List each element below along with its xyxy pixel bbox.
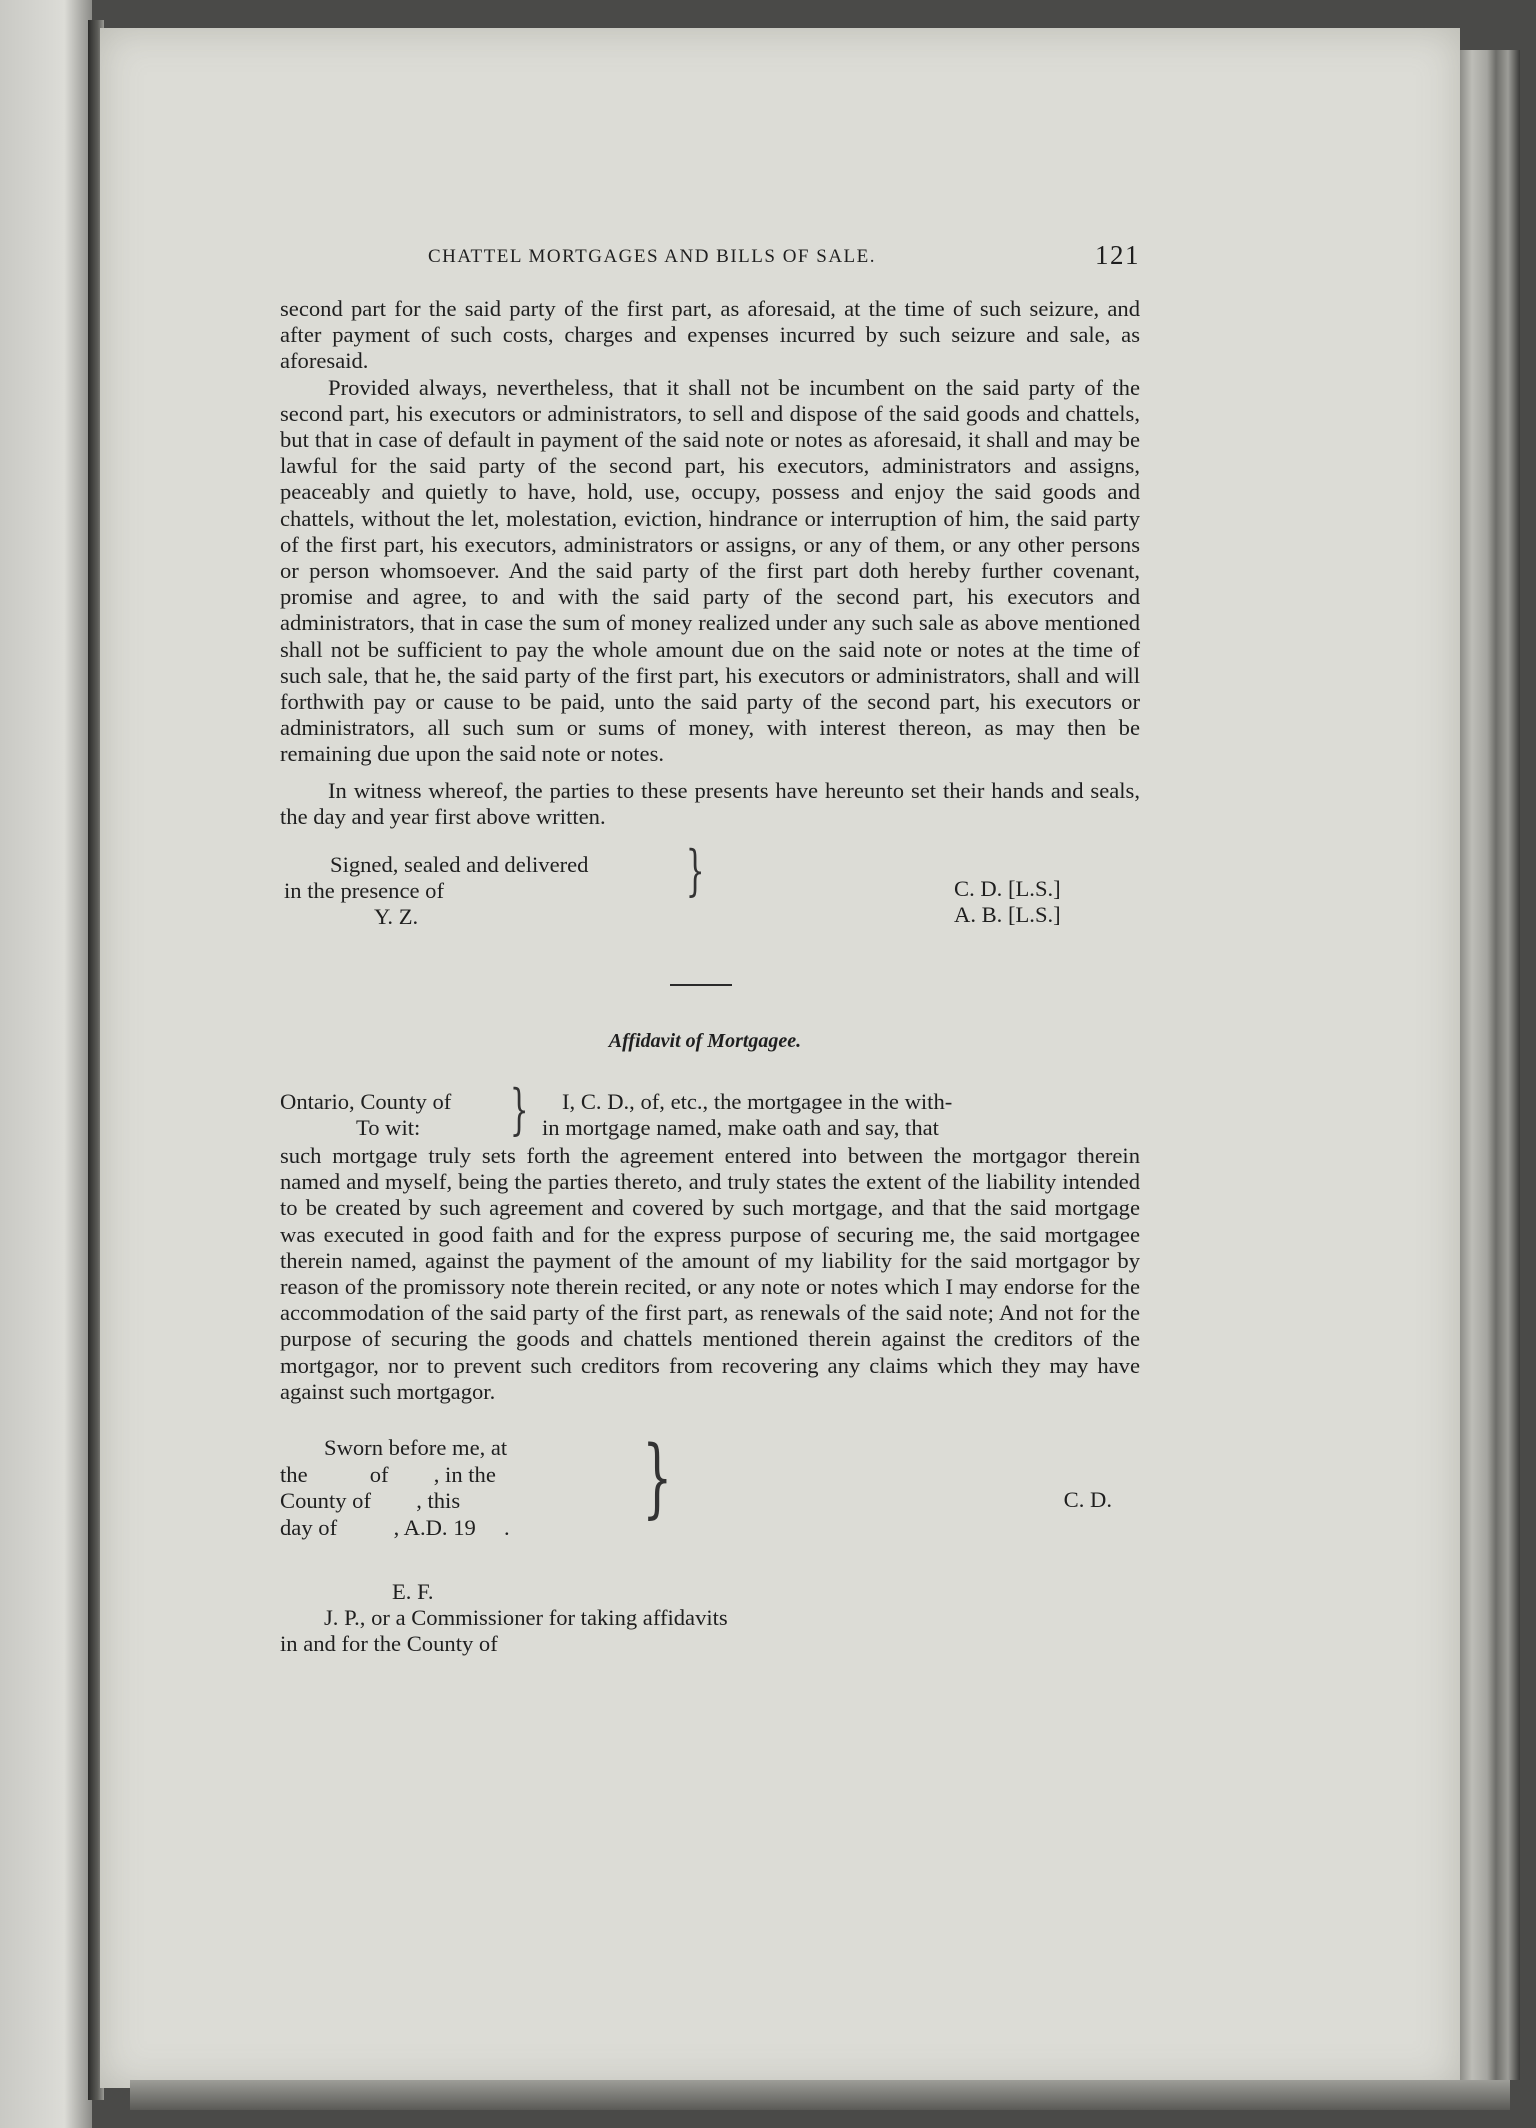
signatory-ab: A. B. [L.S.] <box>954 902 1061 928</box>
paragraph-proviso: Provided always, nevertheless, that it shall not be incumbent on the said party of the second part, his executors or administrators, to sell and dispose of the said goods and chattels, but that in case of default in payment of the said note or notes as aforesaid, it shall and may be lawful for the said party of the second part, his executors, administrators and assigns, peaceably and quietly to have, hold, use, occupy, possess and enjoy the said goods and chattels, without the let, molestation, eviction, hindrance or interruption of him, the said party of the first part, his executors, administrators or assigns, or any of them, or any other persons or person whomsoever. And the said party of the first part doth hereby further covenant, promise and agree, to and with the said party of the second part, his executors and administrators, that in case the sum of money realized under any such sale as above mentioned shall not be sufficient to pay the whole amount due on the said note or notes at the time of such sale, that he, the said party of the first part, his executors or administrators, shall and will forthwith pay or cause to be paid, unto the said party of the second part, his executors or administrators, all such sum or sums of money, with interest thereon, as may then be remaining due upon the said note or notes. <box>280 374 1140 767</box>
affidavit-opening-line-2: in mortgage named, make oath and say, that <box>542 1115 939 1141</box>
signatory-cd: C. D. [L.S.] <box>954 876 1061 902</box>
affidavit-venue <box>280 1078 1140 1143</box>
signatories <box>954 876 1104 928</box>
page-bottom-edge <box>130 2080 1510 2110</box>
jurat-line-4: day of , A.D. 19 . <box>280 1514 510 1540</box>
left-page-edge <box>0 0 92 2128</box>
commissioner-name: E. F. <box>392 1579 434 1605</box>
venue-label <box>280 1089 530 1141</box>
affidavit-opening-line-1: I, C. D., of, etc., the mortgagee in the with- <box>562 1089 953 1115</box>
commissioner-line-1: J. P., or a Commissioner for taking affidavits <box>324 1605 728 1631</box>
venue-line-1: Ontario, County of <box>280 1089 452 1115</box>
running-head <box>280 240 1140 280</box>
page-number: 121 <box>1095 240 1140 270</box>
paragraph-continuation: second part for the said party of the first part, as aforesaid, at the time of such seizure, and after payment of such costs, charges and expenses incurred by such seizure and sale, as aforesaid. <box>280 296 1140 374</box>
affidavit-body: such mortgage truly sets forth the agreement entered into between the mortgagor therein named and myself, being the parties thereto, and truly states the extent of the liability intended to be created by such agreement and covered by such mortgage, and that the said mortgage was executed in good faith and for the express purpose of securing me, the said mortgagee therein named, against the payment of the amount of my liability for the said mortgagor by reason of the promissory note therein recited, or any note or notes which I may endorse for the accommodation of the said party of the first part, as renewals of the said note; And not for the purpose of securing the goods and chattels mentioned therein against the creditors of the mortgagor, nor to prevent such creditors from recovering any claims which they may have against such mortgagor. <box>280 1143 1140 1404</box>
right-brace-icon: } <box>685 839 705 903</box>
witness-name: Y. Z. <box>374 904 419 930</box>
right-brace-icon: } <box>509 1078 529 1142</box>
commissioner-title <box>280 1605 1140 1657</box>
attestation-line-2: in the presence of <box>284 878 444 904</box>
page-stack-edge <box>1460 50 1520 2080</box>
jurat-text <box>280 1435 640 1541</box>
jurat-line-3: County of , this <box>280 1488 461 1514</box>
jurat-line-2: the of , in the <box>280 1461 496 1487</box>
page-content <box>280 240 1140 1657</box>
attestation-line-1: Signed, sealed and delivered <box>330 852 589 878</box>
venue-line-2: To wit: <box>356 1115 421 1141</box>
running-title: CHATTEL MORTGAGES AND BILLS OF SALE. <box>428 246 876 267</box>
attestation-clause <box>284 852 704 930</box>
jurat-line-1: Sworn before me, at <box>324 1435 508 1461</box>
signature-block <box>280 839 1140 954</box>
commissioner-line-2: in and for the County of <box>280 1631 498 1657</box>
right-brace-icon: } <box>642 1428 673 1529</box>
affidavit-heading: Affidavit of Mortgagee. <box>608 1030 802 1053</box>
affidavit-opening <box>542 1089 1140 1141</box>
jurat-block <box>280 1428 1140 1573</box>
section-divider <box>670 984 732 986</box>
paragraph-witness: In witness whereof, the parties to these presents have hereunto set their hands and seals, the day and year first above written. <box>280 777 1140 829</box>
deponent-signature: C. D. <box>1063 1487 1112 1513</box>
